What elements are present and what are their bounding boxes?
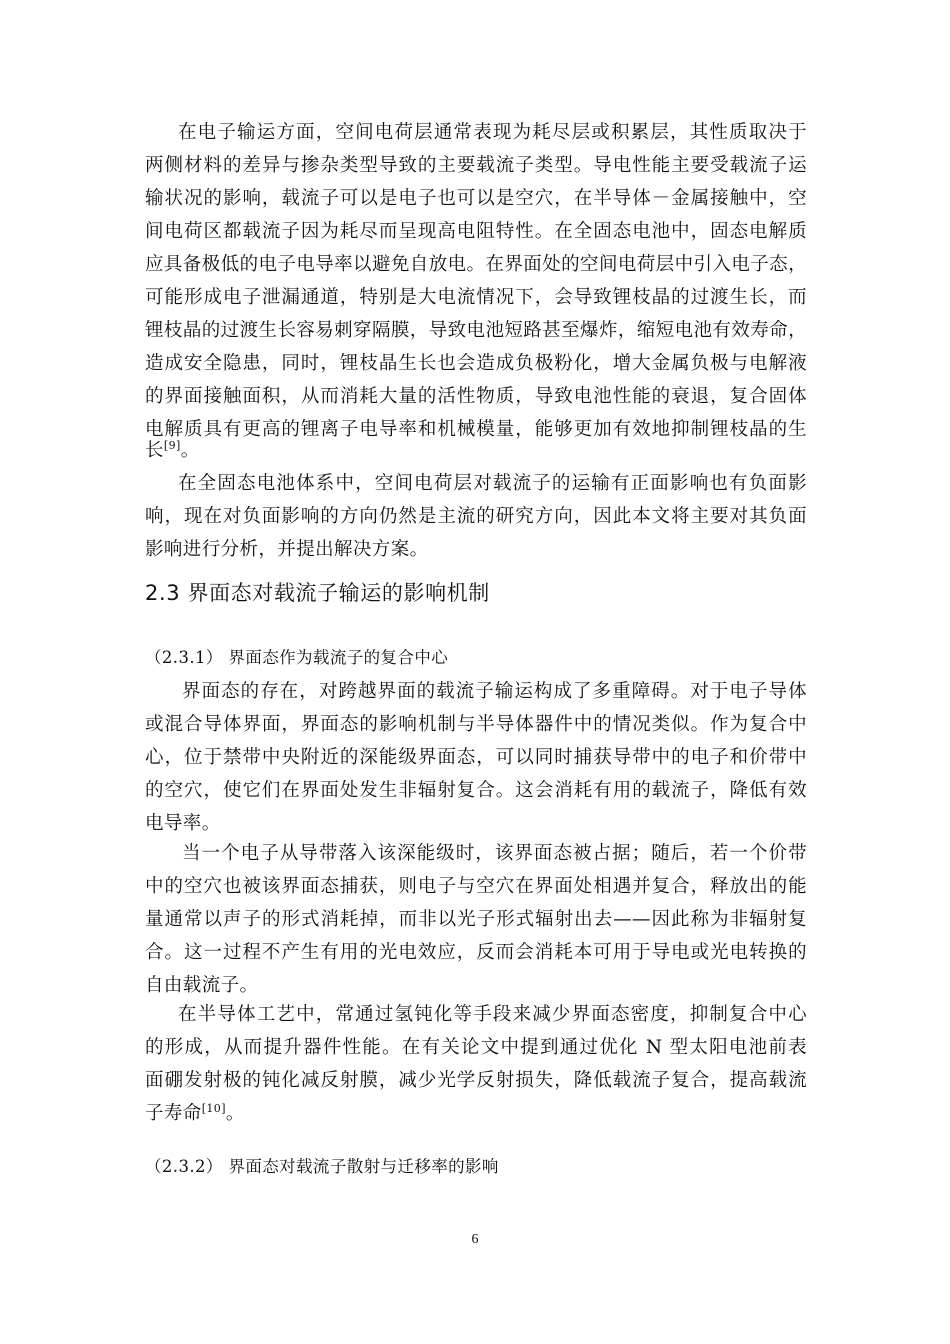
text-line: 中的空穴也被该界面态捕获，则电子与空穴在界面处相遇并复合，释放出的能	[145, 876, 807, 897]
text-line-last	[145, 1101, 245, 1127]
text-line: 输状况的影响，载流子可以是电子也可以是空穴，在半导体－金属接触中，空	[145, 188, 807, 209]
page-number: 6	[471, 1232, 479, 1247]
text-line: 应具备极低的电子电导率以避免自放电。在界面处的空间电荷层中引入电子态，	[145, 254, 807, 275]
text-line: 响，现在对负面影响的方向仍然是主流的研究方向，因此本文将主要对其负面	[145, 506, 807, 527]
text-line: 当一个电子从导带落入该深能级时，该界面态被占据；随后，若一个价带	[182, 843, 807, 864]
text-line: 影响进行分析，并提出解决方案。	[145, 539, 429, 560]
text-line: 在全固态电池体系中，空间电荷层对载流子的运输有正面影响也有负面影	[178, 473, 807, 494]
text-line: 或混合导体界面，界面态的影响机制与半导体器件中的情况类似。作为复合中	[145, 714, 807, 735]
text-line: 锂枝晶的过渡生长容易刺穿隔膜，导致电池短路甚至爆炸，缩短电池有效寿命，	[145, 320, 807, 341]
text-line: 的空穴，使它们在界面处发生非辐射复合。这会消耗有用的载流子，降低有效	[145, 780, 807, 801]
text-fragment: 。	[225, 1103, 245, 1124]
text-fragment: 长	[145, 440, 164, 461]
text-line: 量通常以声子的形式消耗掉，而非以光子形式辐射出去——因此称为非辐射复	[145, 909, 807, 930]
citation-ref: [9]	[163, 439, 181, 452]
text-fragment: 。	[180, 440, 200, 461]
text-line: 两侧材料的差异与掺杂类型导致的主要载流子类型。导电性能主要受载流子运	[145, 155, 807, 176]
text-line: 电导率。	[145, 813, 221, 834]
text-line: 可能形成电子泄漏通道，特别是大电流情况下，会导致锂枝晶的过渡生长，而	[145, 287, 807, 308]
text-line: 的界面接触面积，从而消耗大量的活性物质，导致电池性能的衰退，复合固体	[145, 386, 807, 407]
text-line: 自由载流子。	[145, 975, 259, 996]
text-fragment: 子寿命	[145, 1103, 202, 1124]
citation-ref: [10]	[201, 1102, 226, 1115]
text-line: 电解质具有更高的锂离子电导率和机械模量，能够更加有效地抑制锂枝晶的生	[145, 419, 807, 440]
subsection-heading: （2.3.1） 界面态作为载流子的复合中心	[145, 648, 449, 667]
text-line: 界面态的存在，对跨越界面的载流子输运构成了多重障碍。对于电子导体	[182, 681, 807, 702]
text-line: 在半导体工艺中，常通过氢钝化等手段来减少界面态密度，抑制复合中心	[178, 1004, 807, 1025]
text-line: 造成安全隐患，同时，锂枝晶生长也会造成负极粉化，增大金属负极与电解液	[145, 353, 807, 374]
text-line: 在电子输运方面，空间电荷层通常表现为耗尽层或积累层，其性质取决于	[178, 122, 807, 143]
text-line: 间电荷区都载流子因为耗尽而呈现高电阻特性。在全固态电池中，固态电解质	[145, 221, 807, 242]
text-line: 的形成，从而提升器件性能。在有关论文中提到通过优化 N 型太阳电池前表	[145, 1037, 807, 1058]
text-line: 面硼发射极的钝化减反射膜，减少光学反射损失，降低载流子复合，提高载流	[145, 1070, 807, 1091]
text-line: 心，位于禁带中央附近的深能级界面态，可以同时捕获导带中的电子和价带中	[145, 747, 807, 768]
text-line: 合。这一过程不产生有用的光电效应，反而会消耗本可用于导电或光电转换的	[145, 942, 807, 963]
section-heading: 2.3 界面态对载流子输运的影响机制	[145, 581, 490, 605]
text-line-last	[145, 438, 200, 464]
subsection-heading: （2.3.2） 界面态对载流子散射与迁移率的影响	[145, 1157, 499, 1176]
